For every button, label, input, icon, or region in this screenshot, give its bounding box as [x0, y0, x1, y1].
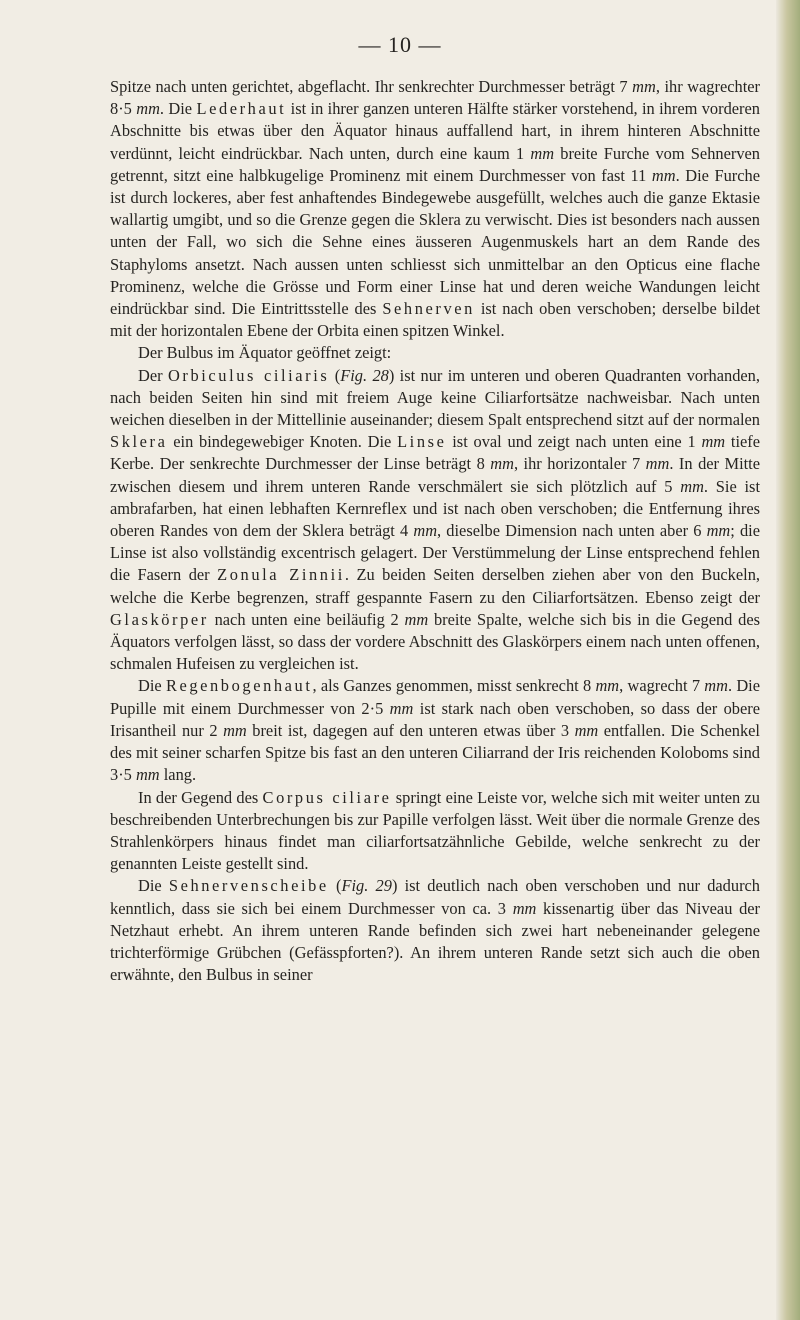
- paragraph: [110, 787, 760, 876]
- paragraph: [110, 365, 760, 676]
- text-run: ist in ihrer ganzen unteren Hälfte stärker vorstehend, in ihrem vorderen Abschnitte bis etwas über den Äquator hinaus auffallend hart, in ihrem hinteren Abschnitte verdünnt, leicht eindrückbar. Nach unten, durch eine kaum 1: [110, 99, 760, 163]
- italic-run: mm: [645, 454, 670, 474]
- text-run: . Sie ist ambrafarben, hat einen lebhaften Kernreflex und ist nach oben verschoben; die Entfernung ihres oberen Randes von dem der Sklera beträgt 4: [110, 476, 760, 541]
- italic-run: mm: [490, 454, 514, 474]
- italic-run: mm: [136, 99, 160, 119]
- italic-run: Fig. 29: [341, 876, 392, 896]
- text-run: . Die: [159, 99, 197, 119]
- italic-run: mm: [512, 898, 537, 918]
- spaced-term: Regenbogenhaut: [165, 676, 313, 696]
- spaced-term: Sklera: [110, 432, 168, 452]
- spaced-term: Glaskörper: [110, 609, 209, 629]
- text-run: (: [329, 365, 341, 385]
- spaced-term: Sehnervenscheibe: [168, 876, 329, 896]
- paragraph: [110, 675, 760, 786]
- italic-run: mm: [389, 698, 414, 718]
- text-run: (: [328, 876, 342, 896]
- italic-run: mm: [595, 676, 620, 696]
- text-run: ist stark nach oben verschoben, so dass der obere Irisantheil nur 2: [110, 698, 760, 740]
- text-run: ) ist nur im unteren und oberen Quadranten vorhanden, nach beiden Seiten hin sind mit freiem Auge keine Ciliarfortsätze nachweisbar. Nach unten weichen dieselben in der Mittellinie auseinander; diesem Spalt entsprechend sitzt auf der normalen: [110, 365, 760, 430]
- text-run: entfallen. Die Schenkel des mit seiner scharfen Spitze bis fast an den unteren Ciliarrand der Iris reichenden Koloboms sind 3·5: [110, 720, 760, 785]
- text-run: breit ist, dagegen auf den unteren etwas über 3: [246, 720, 575, 740]
- text-run: , ihr wagrechter 8·5: [110, 77, 760, 119]
- text-run: Die: [138, 676, 166, 696]
- text-run: , dieselbe Dimension nach unten aber 6: [437, 521, 707, 541]
- italic-run: mm: [680, 476, 704, 496]
- text-run: ; die Linse ist also vollständig excentrisch gelagert. Der Verstümmelung der Linse entsprechend fehlen die Fasern der: [110, 521, 761, 585]
- paragraph: [110, 875, 760, 986]
- spaced-term: Zonula Zinnii: [217, 565, 345, 585]
- text-run: Der: [138, 365, 168, 385]
- italic-run: mm: [135, 765, 160, 785]
- italic-run: Fig. 28: [340, 365, 389, 385]
- page-edge-shadow: [776, 0, 800, 1320]
- spaced-term: Orbiculus ciliaris: [167, 365, 330, 385]
- text-run: Spitze nach unten gerichtet, abgeflacht. Ihr senkrechter Durchmesser beträgt 7: [110, 77, 633, 96]
- spaced-term: Lederhaut: [196, 99, 287, 119]
- text-run: kissenartig über das Niveau der Netzhaut erhebt. An ihrem unteren Rande befinden sich zwei hart nebeneinander gelegene trichterförmige Grübchen (Gefässpforten?). An ihrem unteren Rande setzt sich auch die oben erwähnte, den Bulbus in seiner: [110, 898, 761, 985]
- italic-run: mm: [413, 521, 438, 541]
- text-run: ein bindegewebiger Knoten. Die: [167, 432, 398, 452]
- italic-run: mm: [632, 77, 656, 96]
- italic-run: mm: [651, 165, 676, 185]
- page-number: — 10 —: [358, 32, 442, 57]
- text-run: ) ist deutlich nach oben verschoben und nur dadurch kenntlich, dass sie sich bei einem Durchmesser von ca. 3: [110, 876, 761, 918]
- text-run: springt eine Leiste vor, welche sich mit weiter unten zu beschreibenden Unterbrechungen bis zur Papille verfolgen lässt. Weit über die normale Grenze des Strahlenkörpers hinaus findet man ciliarfortsatzähnliche Gebilde, welche senkrecht zu der genannten Leiste gestellt sind.: [110, 787, 760, 874]
- text-run: ist nach oben verschoben; derselbe bildet mit der horizontalen Ebene der Orbita einen spitzen Winkel.: [110, 299, 760, 341]
- text-run: ist oval und zeigt nach unten eine 1: [446, 432, 702, 452]
- italic-run: mm: [706, 521, 731, 541]
- text-run: Der Bulbus im Äquator geöffnet zeigt:: [138, 343, 392, 363]
- text-run: nach unten eine beiläufig 2: [208, 609, 405, 629]
- text-run: , wagrecht 7: [619, 676, 705, 696]
- spaced-term: Sehnerven: [382, 299, 475, 319]
- italic-run: mm: [223, 720, 247, 740]
- text-run: . Zu beiden Seiten derselben ziehen aber von den Buckeln, welche die Kerbe begrenzen, straff gespannte Fasern zu den Ciliarfortsätzen. Ebenso zeigt der: [110, 565, 760, 607]
- text-run: In der Gegend des: [138, 787, 263, 807]
- paragraph: [110, 342, 760, 364]
- italic-run: mm: [530, 143, 555, 163]
- italic-run: mm: [574, 720, 599, 740]
- italic-run: mm: [704, 676, 728, 696]
- text-run: . In der Mitte zwischen diesem und ihrem unteren Rande verschmälert sie sich plötzlich auf 5: [110, 454, 761, 496]
- text-run: lang.: [159, 765, 197, 785]
- spaced-term: Corpus ciliare: [262, 787, 392, 807]
- text-run: . Die Furche ist durch lockeres, aber fest anhaftendes Bindegewebe ausgefüllt, welches auch die ganze Ektasie wallartig umgibt, und so die Grenze gegen die Sklera zu verwischt. Dies ist besonders nach aussen unten der Fall, wo sich die Sehne eines äusseren Augenmuskels hart an dem Rande des Staphyloms ansetzt. Nach aussen unten schliesst sich unmittelbar an den Opticus eine flache Prominenz, welche die Grösse und Form einer Linse hat und deren weiche Wandungen leicht eindrückbar sind. Die Eintrittsstelle des: [110, 165, 760, 319]
- body-text: [110, 76, 760, 986]
- text-run: , als Ganzes genommen, misst senkrecht 8: [312, 676, 596, 696]
- paragraph: [110, 76, 760, 342]
- spaced-term: Linse: [397, 432, 447, 452]
- text-run: breite Spalte, welche sich bis in die Gegend des Äquators verfolgen lässt, so dass der vordere Abschnitt des Glaskörpers einem nach unten offenen, schmalen Hufeisen zu vergleichen ist.: [110, 609, 760, 674]
- text-run: breite Furche vom Sehnerven getrennt, sitzt eine halbkugelige Prominenz mit einem Durchmesser von fast 11: [110, 143, 760, 185]
- text-run: Die: [138, 876, 169, 896]
- text-run: tiefe Kerbe. Der senkrechte Durchmesser der Linse beträgt 8: [110, 432, 761, 474]
- italic-run: mm: [701, 432, 726, 452]
- italic-run: mm: [404, 609, 429, 629]
- text-run: . Die Pupille mit einem Durchmesser von 2·5: [110, 676, 760, 718]
- text-run: , ihr horizontaler 7: [513, 454, 646, 474]
